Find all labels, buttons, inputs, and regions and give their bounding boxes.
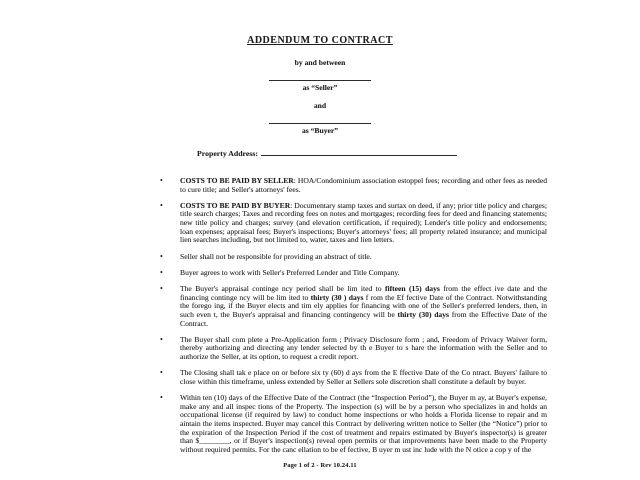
bullet-icon: • [160, 334, 163, 344]
conjunction-text: and [313, 101, 327, 110]
bullet-text: Within ten (10) days of the Effective Date of the Contract (the “Inspection Period”), the Buyer m ay, at Buyer's expense, make any and all inspec tions of the Property. The inspection (s) will be by a person who specializes in and holds an occupational license (if required by law) to conduct home inspections or who holds a Florida license to repair and m aintain the items inspected. Buyer may cancel this Contract by delivering written notice to Seller (the “Notice”) prior to the expiration of the Inspection Period if the cost of treatment and repairs estimated by Buyer's inspector(s) is greater than $________, or if Buyer's inspection(s) reveal open permits or that improvements have been made to the Property without required permits. For the canc ellation to be ef fective, B uyer m ust inc lude with the N otice a cop y of the [180, 392, 547, 454]
bullet-item [158, 177, 547, 194]
bullet-icon: • [160, 251, 163, 261]
bullet-text: f rom the Ef fective Date of the Contract. Notwithstanding the forego ing, if the Buyer elects and tim ely applies for financing with one of the Seller's preferred lenders, then, in such even t, the Buyer's appraisal and financing contingency will be [180, 292, 547, 319]
bullet-item [158, 336, 547, 362]
bullet-text: from the effect ive date and the financing continge ncy will be lim ited to [180, 283, 547, 302]
bullet-item [158, 369, 547, 386]
footer-page-number: Page 1 of 2 - Rev 10.24.11 [283, 462, 357, 469]
bullet-text-bold: fifteen (15) days [384, 283, 440, 293]
document-title: ADDENDUM TO CONTRACT [247, 35, 393, 46]
bullet-icon: • [160, 283, 163, 293]
bullet-item [158, 394, 547, 455]
bullet-icon: • [160, 368, 163, 378]
bullet-text: Seller shall not be responsible for providing an abstract of title. [180, 251, 372, 261]
property-address-label: Property Address: [197, 149, 259, 158]
seller-signature-line [269, 80, 371, 81]
property-address-row [197, 147, 640, 158]
bullet-text-bold: COSTS TO BE PAID BY BUYER [180, 200, 291, 210]
bullet-icon: • [160, 392, 163, 402]
bullet-list [158, 177, 547, 455]
bullet-item [158, 285, 547, 328]
bullet-text-bold: COSTS TO BE PAID BY SELLER [180, 176, 294, 185]
bullet-text: Buyer agrees to work with Seller's Preferred Lender and Title Company. [180, 267, 400, 277]
bullet-item [158, 269, 547, 278]
document-header [0, 0, 640, 158]
bullet-text: from the Effective Date of the Contract. [180, 309, 547, 328]
bullet-icon: • [160, 267, 163, 277]
bullet-icon: • [160, 200, 163, 210]
seller-label: as “Seller” [302, 83, 338, 92]
bullet-text: The Buyer's appraisal continge ncy period shall be lim ited to [180, 283, 385, 293]
bullet-text: The Closing shall tak e place on or before six ty (60) d ays from the E ffective Date of the Co ntract. Buyers' failure to close within this timeframe, unless extended by Seller at Sellers sole discretion shall constitute a default by buyer. [180, 368, 547, 386]
bullet-text: : Documentary stamp taxes and surtax on deed, if any; prior title policy and charges; title search charges; Taxes and recording fees on notes and mortgages; recording fees for deed and financing statements; new title policy and charges; survey (and elevation certification, if required); Lender's title policy and endorsements; loan expenses; appraisal fees; Buyer's inspections; Buyer's attorneys' fees; all property related insurance; and municipal lien searches including, but not limited to, water, taxes and lien letters. [180, 200, 547, 245]
buyer-signature-line [269, 123, 371, 124]
bullet-text: : HOA/Condominium association estoppel fees; recording and other fees as needed to cure title; and Seller's attorneys' fees. [180, 176, 548, 194]
bullet-item [158, 253, 547, 262]
property-address-line [261, 147, 457, 156]
bullet-icon: • [160, 176, 163, 185]
bullet-text-bold: thirty (30) days [397, 309, 449, 319]
byline-text: by and between [294, 58, 346, 67]
bullet-text-bold: thirty (30 ) days [310, 292, 364, 302]
bullet-text: The Buyer shall com plete a Pre-Application form ; Privacy Disclosure form ; and, Freedom of Privacy Waiver form, thereby authorizing and directing any lender selected by th e Buyer to s hare the information with the Seller and to authorize the Seller, at its option, to request a credit report. [180, 334, 547, 361]
buyer-label: as “Buyer” [301, 126, 339, 135]
bullet-item [158, 202, 547, 245]
